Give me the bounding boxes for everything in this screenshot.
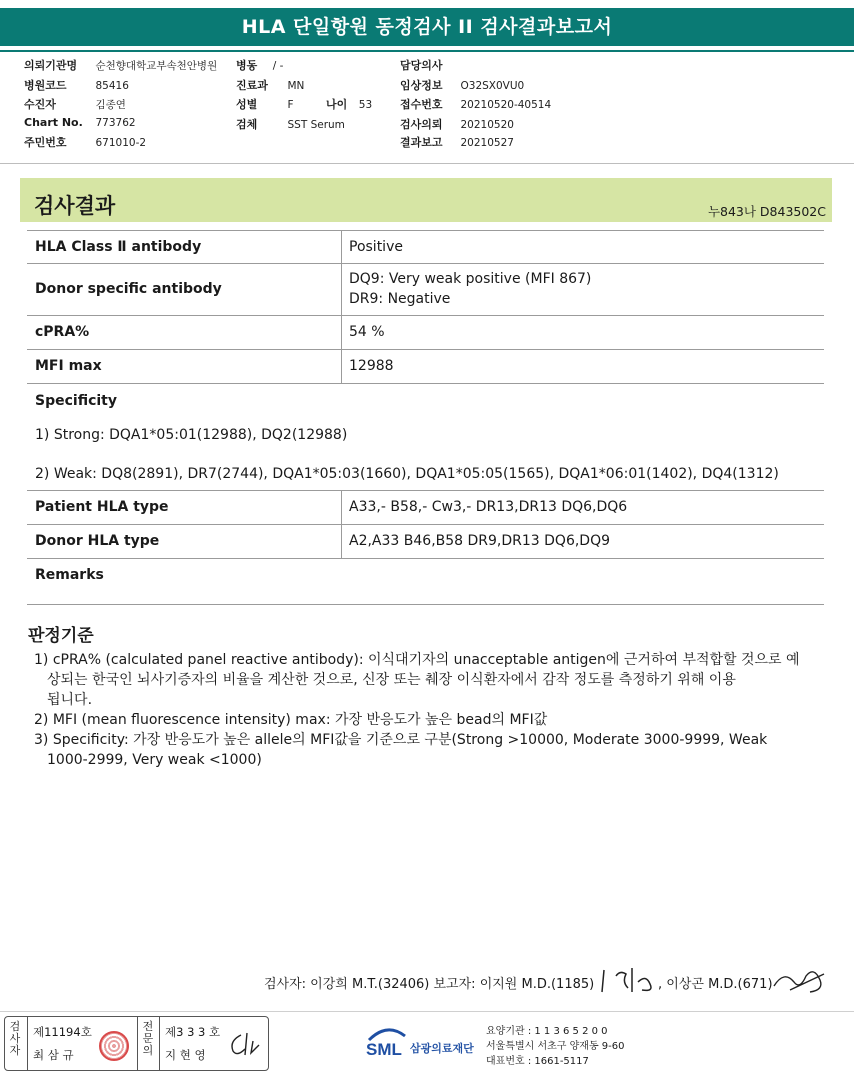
logo-text: SML	[366, 1040, 402, 1059]
specialist-vertical-label: 전문의	[142, 1020, 154, 1057]
remarks-label: Remarks	[35, 567, 104, 583]
ward-field	[236, 57, 283, 73]
remarks-divider	[27, 604, 824, 605]
signature-image	[598, 964, 660, 996]
examiner-license: 제11194호	[33, 1025, 92, 1039]
table-row	[27, 491, 824, 525]
age-value: 53	[358, 99, 373, 111]
row-label: MFI max	[35, 358, 102, 374]
chart-field	[24, 116, 136, 129]
header-divider	[0, 163, 854, 164]
sex-field	[236, 96, 294, 112]
specialist-license: 제3 3 3 호	[165, 1025, 221, 1039]
title-divider	[0, 50, 854, 52]
signers-line-2	[658, 973, 773, 992]
table-row	[27, 230, 824, 264]
rrn-label: 주민번호	[24, 136, 67, 149]
ward-label: 병동	[236, 59, 258, 72]
specimen-field	[236, 116, 345, 132]
clinical-value: O32SX0VU0	[460, 80, 525, 92]
org-info	[486, 1024, 625, 1069]
request-field	[400, 116, 514, 132]
row-value: 54 %	[349, 324, 385, 340]
institution-label: 의뢰기관명	[24, 59, 78, 72]
row-label: Donor HLA type	[35, 533, 160, 549]
hospital-code-label: 병원코드	[24, 79, 67, 92]
org-code: 요양기관 : 1 1 3 6 5 2 0 0	[486, 1026, 608, 1037]
chart-value: 773762	[95, 117, 136, 129]
request-label: 검사의뢰	[400, 118, 443, 131]
row-label: cPRA%	[35, 324, 90, 340]
report-date-value: 20210527	[460, 137, 514, 149]
row-label: Donor specific antibody	[35, 281, 222, 297]
dept-value: MN	[287, 80, 305, 92]
signature-image	[227, 1031, 263, 1059]
criteria-item-1: 1) cPRA% (calculated panel reactive antibody): 이식대기자의 unacceptable antigen에 근거하여 부적합할 것으로 예	[34, 652, 800, 668]
org-name: 삼광의료재단	[410, 1042, 474, 1055]
footer-divider	[0, 1011, 854, 1012]
patient-field	[24, 96, 126, 112]
signature-image	[770, 964, 830, 996]
table-row	[27, 350, 824, 384]
request-value: 20210520	[460, 119, 514, 131]
row-value: 12988	[349, 358, 394, 374]
patient-value: 김종연	[95, 99, 126, 111]
criteria-title: 판정기준	[28, 626, 94, 646]
table-row	[27, 264, 824, 316]
attending-label: 담당의사	[400, 59, 443, 72]
org-phone: 대표번호 : 1661-5117	[486, 1056, 589, 1067]
dept-field	[236, 77, 304, 93]
seal-stamp	[99, 1031, 129, 1061]
chart-label: Chart No.	[24, 116, 83, 129]
age-label: 나이	[326, 98, 348, 111]
attending-field	[400, 57, 446, 73]
ward-value: / -	[272, 60, 284, 72]
criteria-item-3-cont: 1000-2999, Very weak <1000)	[47, 752, 262, 768]
specialist-name: 지 현 영	[165, 1048, 206, 1062]
hospital-code-field	[24, 77, 129, 93]
criteria-item-1-end: 됩니다.	[47, 692, 93, 708]
criteria-item-3: 3) Specificity: 가장 반응도가 높은 allele의 MFI값을 기준으로 구분(Strong >10000, Moderate 3000-9999, Weak	[34, 732, 768, 748]
rrn-value: 671010-2	[95, 137, 147, 149]
signers-text-2: , 이상곤 M.D.(671)	[658, 977, 773, 992]
report-date-field	[400, 134, 514, 150]
result-code: 누843나 D843502C	[707, 204, 826, 219]
certification-box	[4, 1016, 269, 1071]
result-section-title: 검사결과	[34, 194, 116, 218]
table-row	[27, 316, 824, 350]
row-value: A2,A33 B46,B58 DR9,DR13 DQ6,DQ9	[349, 533, 611, 549]
patient-label: 수진자	[24, 98, 56, 111]
specimen-value: SST Serum	[287, 119, 345, 131]
result-header	[20, 178, 832, 222]
report-date-label: 결과보고	[400, 136, 443, 149]
receipt-label: 접수번호	[400, 98, 443, 111]
institution-field	[24, 57, 217, 73]
specificity-label: Specificity	[35, 393, 117, 409]
sex-value: F	[287, 99, 294, 111]
examiner-name: 최 삼 규	[33, 1048, 74, 1062]
receipt-value: 20210520-40514	[460, 99, 552, 111]
report-title: HLA 단일항원 동정검사 II 검사결과보고서	[0, 8, 854, 46]
clinical-field	[400, 77, 524, 93]
dept-label: 진료과	[236, 79, 268, 92]
row-label: Patient HLA type	[35, 499, 169, 515]
receipt-field	[400, 96, 551, 112]
specimen-label: 검체	[236, 118, 258, 131]
institution-value: 순천향대학교부속천안병원	[95, 60, 218, 72]
row-value: A33,- B58,- Cw3,- DR13,DR13 DQ6,DQ6	[349, 499, 628, 515]
examiner-vertical-label: 검사자	[9, 1020, 21, 1057]
criteria-item-2: 2) MFI (mean fluorescence intensity) max: 가장 반응도가 높은 bead의 MFI값	[34, 712, 548, 728]
clinical-label: 임상정보	[400, 79, 443, 92]
table-row	[27, 525, 824, 559]
rrn-field	[24, 134, 146, 150]
specificity-strong: 1) Strong: DQA1*05:01(12988), DQ2(12988)	[35, 427, 348, 443]
signers-line	[264, 973, 594, 992]
row-value: DQ9: Very weak positive (MFI 867)	[349, 271, 592, 287]
age-field	[326, 96, 372, 112]
hospital-code-value: 85416	[95, 80, 129, 92]
sml-logo-icon	[365, 1022, 409, 1060]
row-label: HLA Class Ⅱ antibody	[35, 239, 202, 255]
row-value: Positive	[349, 239, 403, 255]
sex-label: 성별	[236, 98, 258, 111]
specificity-weak: 2) Weak: DQ8(2891), DR7(2744), DQA1*05:03(1660), DQA1*05:05(1565), DQA1*06:01(1402), DQ4(1312)	[35, 466, 779, 482]
criteria-item-1-cont: 상되는 한국인 뇌사기증자의 비율을 계산한 것으로, 신장 또는 췌장 이식환자에서 감작 정도를 측정하기 위해 이용	[47, 672, 736, 688]
signers-text: 검사자: 이강희 M.T.(32406) 보고자: 이지원 M.D.(1185)	[264, 977, 595, 992]
org-address: 서울특별시 서초구 양재동 9-60	[486, 1041, 625, 1052]
row-value-secondary: DR9: Negative	[349, 291, 451, 307]
